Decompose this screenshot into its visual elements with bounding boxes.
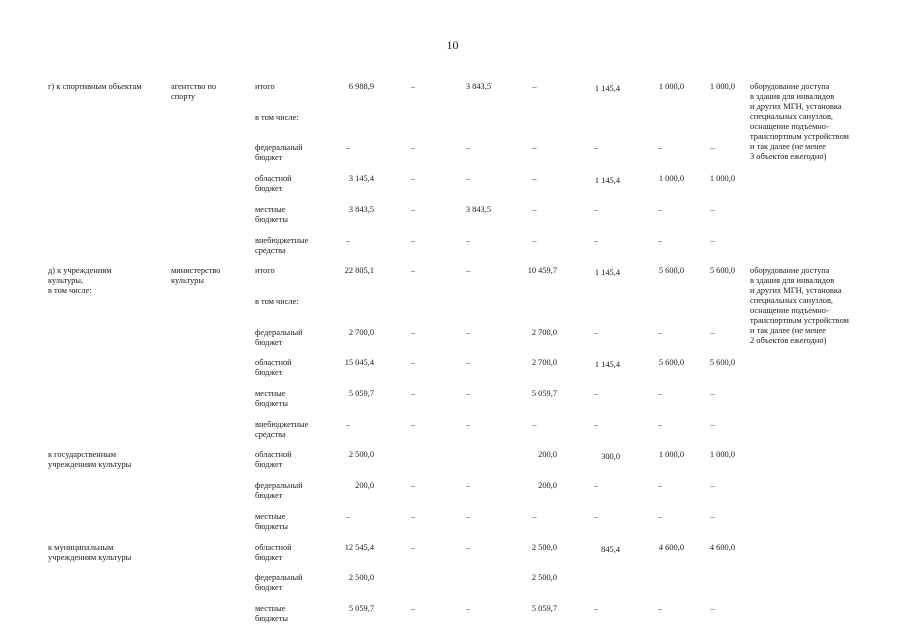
amount-cell: 5 600,0 <box>658 358 684 368</box>
amount-cell: – <box>466 235 471 245</box>
amount-cell: – <box>466 143 471 153</box>
amount-cell: – <box>345 143 351 153</box>
amount-cell: – <box>593 143 599 153</box>
amount-cell: 5 600,0 <box>709 358 735 368</box>
amount-cell: 15 045,4 <box>344 358 374 368</box>
amount-cell: – <box>532 82 537 91</box>
amount-cell: – <box>410 542 416 552</box>
amount-cell: 1 000,0 <box>658 174 684 184</box>
amount-cell: 12 545,4 <box>344 542 374 552</box>
amount-cell: – <box>710 235 715 245</box>
amount-cell: – <box>657 511 663 521</box>
funding-source: местные бюджеты <box>255 603 289 623</box>
funding-source: областной бюджет <box>255 542 292 562</box>
amount-cell: 1 000,0 <box>709 82 735 91</box>
amount-cell: – <box>657 481 663 491</box>
amount-cell: 200,0 <box>355 481 374 491</box>
object-name: к государственным учреждениям культуры <box>48 450 132 470</box>
funding-source: местные бюджеты <box>255 204 289 224</box>
funding-source: областной бюджет <box>255 450 292 470</box>
object-name: д) к учреждениям культуры, в том числе: <box>48 266 112 296</box>
amount-cell: – <box>466 603 471 613</box>
amount-cell: 5 059,7 <box>531 603 557 613</box>
amount-cell: – <box>410 174 416 184</box>
amount-cell: 2 500,0 <box>531 573 557 583</box>
amount-cell: – <box>657 143 663 153</box>
funding-source: внебюджетные средства <box>255 419 309 439</box>
amount-cell: – <box>410 235 416 245</box>
amount-cell: – <box>710 511 715 521</box>
amount-cell: – <box>345 419 351 429</box>
amount-cell: – <box>593 603 599 613</box>
amount-cell: 5 059,7 <box>348 603 374 613</box>
object-name: к муниципальным учреждениям культуры <box>48 542 132 562</box>
amount-cell: – <box>410 266 416 276</box>
amount-cell: – <box>710 143 715 153</box>
amount-cell: 200,0 <box>538 450 557 460</box>
amount-cell: – <box>410 82 416 91</box>
funding-source: федеральный бюджет <box>255 481 303 501</box>
amount-cell: 1 145,4 <box>594 84 620 93</box>
funding-source: местные бюджеты <box>255 389 289 408</box>
amount-cell: – <box>532 204 537 214</box>
amount-cell: 3 843,5 <box>465 204 491 214</box>
funding-source: итого <box>255 82 275 91</box>
funding-source: внебюджетные средства <box>255 235 309 255</box>
amount-cell: – <box>466 358 471 368</box>
funding-source: областной бюджет <box>255 174 292 194</box>
amount-cell: 2 700,0 <box>531 327 557 337</box>
amount-cell: – <box>410 327 416 337</box>
amount-cell: – <box>532 419 537 429</box>
amount-cell: 4 600,0 <box>709 542 735 552</box>
amount-cell: – <box>710 204 715 214</box>
amount-cell: – <box>410 358 416 368</box>
amount-cell: 200,0 <box>538 481 557 491</box>
responsible-body: агентство по спорту <box>171 82 217 101</box>
amount-cell: – <box>657 327 663 337</box>
amount-cell: – <box>593 419 599 429</box>
amount-cell: – <box>345 235 351 245</box>
measure-note: оборудование доступа в здания для инвалидов и других МГН, установка специальных санузлов, оснащение подъемно- транспортным устройством и так далее (не менее 3 объектов ежегодно) <box>750 82 849 161</box>
funding-source: областной бюджет <box>255 358 292 378</box>
amount-cell: – <box>410 481 416 491</box>
amount-cell: 1 000,0 <box>658 82 684 91</box>
amount-cell: – <box>466 481 471 491</box>
amount-cell: – <box>593 511 599 521</box>
amount-cell: – <box>410 511 416 521</box>
measure-note: оборудование доступа в здания для инвалидов и других МГН, установка специальных санузлов, оснащение подъемно- транспортным устройством и так далее (не менее 2 объектов ежегодно) <box>750 266 849 346</box>
amount-cell: – <box>593 235 599 245</box>
amount-cell: – <box>410 204 416 214</box>
amount-cell: 2 700,0 <box>531 358 557 368</box>
amount-cell: – <box>466 511 471 521</box>
amount-cell: 2 500,0 <box>531 542 557 552</box>
amount-cell: – <box>410 419 416 429</box>
amount-cell: – <box>710 603 715 613</box>
amount-cell: 6 988,9 <box>348 82 374 91</box>
amount-cell: 300,0 <box>601 452 620 462</box>
amount-cell: – <box>657 235 663 245</box>
amount-cell: – <box>657 204 663 214</box>
funding-source: федеральный бюджет <box>255 143 303 163</box>
amount-cell: 5 600,0 <box>658 266 684 276</box>
amount-cell: 1 145,4 <box>594 176 620 186</box>
responsible-body: министерство культуры <box>171 266 221 286</box>
amount-cell: – <box>710 419 715 429</box>
amount-cell: – <box>466 327 471 337</box>
amount-cell: 1 145,4 <box>594 268 620 278</box>
amount-cell: – <box>532 143 537 153</box>
amount-cell: 22 805,1 <box>344 266 374 276</box>
amount-cell: – <box>710 481 715 491</box>
funding-source: в том числе: <box>255 112 299 122</box>
amount-cell: 5 059,7 <box>348 389 374 398</box>
funding-source: федеральный бюджет <box>255 573 303 593</box>
amount-cell: – <box>593 327 599 337</box>
amount-cell: 5 059,7 <box>531 389 557 398</box>
amount-cell: – <box>410 603 416 613</box>
amount-cell: – <box>466 266 471 276</box>
page-number: 10 <box>446 38 459 52</box>
amount-cell: – <box>410 143 416 153</box>
amount-cell: – <box>657 603 663 613</box>
amount-cell: 4 600,0 <box>658 542 684 552</box>
amount-cell: 10 459,7 <box>527 266 557 276</box>
object-name: г) к спортивным объектам <box>48 82 142 91</box>
amount-cell: 1 000,0 <box>709 450 735 460</box>
amount-cell: 3 145,4 <box>348 174 374 184</box>
amount-cell: 1 000,0 <box>658 450 684 460</box>
amount-cell: – <box>345 511 351 521</box>
amount-cell: – <box>593 389 599 398</box>
amount-cell: 845,4 <box>601 544 620 554</box>
amount-cell: 1 000,0 <box>709 174 735 184</box>
amount-cell: – <box>657 419 663 429</box>
amount-cell: 5 600,0 <box>709 266 735 276</box>
amount-cell: – <box>410 389 416 398</box>
amount-cell: 2 500,0 <box>348 573 374 583</box>
amount-cell: – <box>466 174 471 184</box>
amount-cell: 2 700,0 <box>348 327 374 337</box>
amount-cell: 1 145,4 <box>594 360 620 370</box>
amount-cell: – <box>466 419 471 429</box>
amount-cell: – <box>710 389 715 398</box>
funding-source: местные бюджеты <box>255 511 289 531</box>
amount-cell: – <box>532 511 537 521</box>
funding-source: итого <box>255 266 275 276</box>
amount-cell: 3 843,5 <box>348 204 374 214</box>
amount-cell: – <box>593 204 599 214</box>
amount-cell: – <box>657 389 663 398</box>
amount-cell: 3 843,5 <box>465 82 491 91</box>
funding-source: федеральный бюджет <box>255 327 303 347</box>
amount-cell: – <box>466 542 471 552</box>
amount-cell: – <box>710 327 715 337</box>
amount-cell: – <box>466 389 471 398</box>
funding-source: в том числе: <box>255 296 299 306</box>
amount-cell: – <box>532 235 537 245</box>
amount-cell: – <box>532 174 537 184</box>
amount-cell: – <box>593 481 599 491</box>
amount-cell: 2 500,0 <box>348 450 374 460</box>
